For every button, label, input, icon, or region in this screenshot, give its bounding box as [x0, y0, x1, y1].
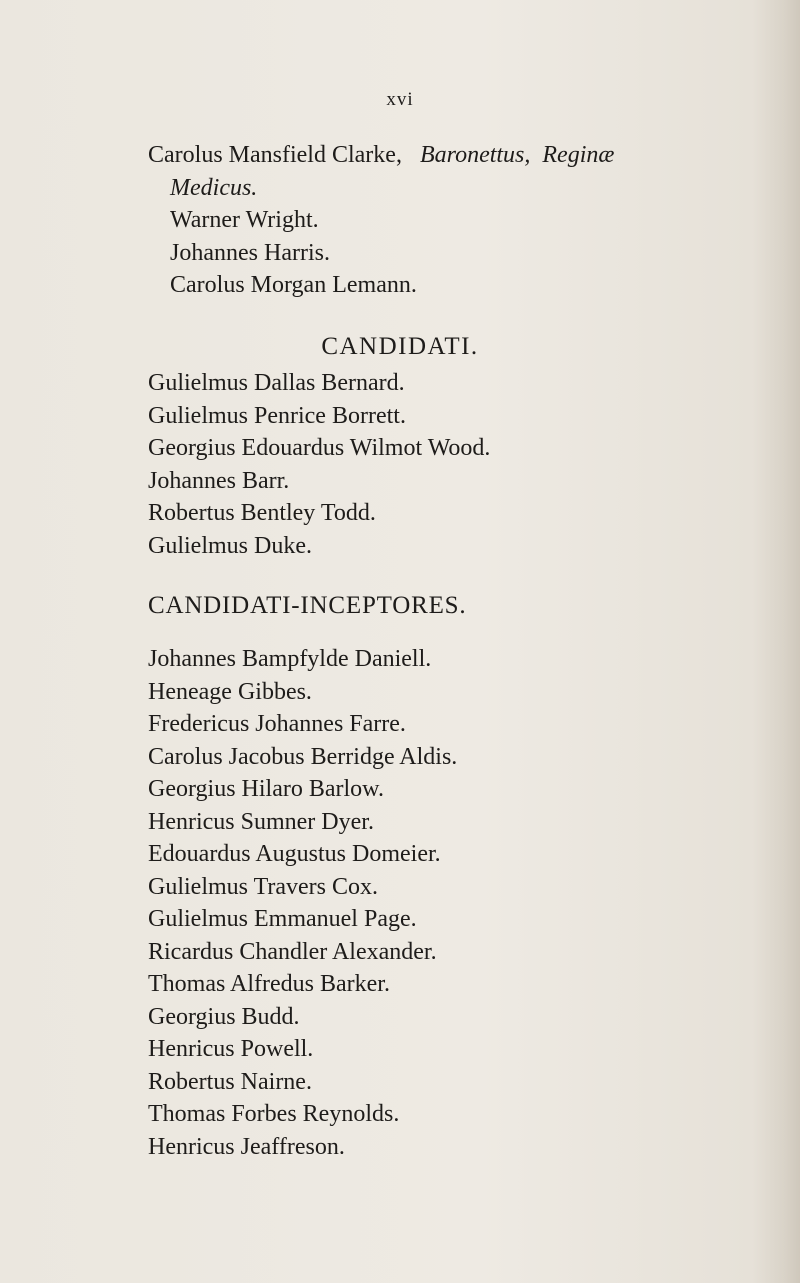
list-item: Carolus Morgan Lemann. [170, 272, 417, 298]
list-item: Georgius Edouardus Wilmot Wood. [148, 435, 491, 461]
list-item: Fredericus Johannes Farre. [148, 711, 406, 737]
title-baronettus: Baronettus, [419, 142, 531, 168]
page-number: xvi [386, 89, 414, 110]
list-item: Medicus. [170, 174, 258, 201]
list-item: Johannes Barr. [148, 467, 290, 494]
list-item: Georgius Budd. [148, 1003, 300, 1030]
list-item: Thomas Alfredus Barker. [148, 971, 390, 997]
fellows-list [148, 139, 793, 302]
section-heading-candidati: CANDIDATI. [321, 333, 479, 360]
list-item: Ricardus Chandler Alexander. [148, 938, 437, 965]
list-item: Gulielmus Emmanuel Page. [148, 906, 417, 932]
list-item: Robertus Bentley Todd. [148, 500, 376, 526]
candidati-inceptores-list [148, 643, 793, 1163]
list-item: Carolus Jacobus Berridge Aldis. [148, 743, 458, 770]
list-item: Johannes Bampfylde Daniell. [148, 646, 432, 672]
list-item: Gulielmus Duke. [148, 532, 312, 559]
list-item: Thomas Forbes Reynolds. [148, 1101, 400, 1127]
list-item: Warner Wright. [170, 207, 319, 233]
list-item: Edouardus Augustus Domeier. [148, 841, 441, 867]
list-item: Heneage Gibbes. [148, 678, 312, 705]
list-item: Henricus Powell. [148, 1036, 314, 1062]
list-item [148, 139, 793, 172]
name-text: Carolus Mansfield Clarke, [148, 142, 402, 168]
list-item: Gulielmus Travers Cox. [148, 873, 379, 900]
candidati-list [148, 367, 793, 562]
list-item: Gulielmus Dallas Bernard. [148, 370, 405, 396]
title-reginae: Reginæ [542, 142, 615, 168]
list-item: Robertus Nairne. [148, 1068, 312, 1095]
list-item: Henricus Sumner Dyer. [148, 808, 374, 835]
list-item: Henricus Jeaffreson. [148, 1133, 345, 1160]
list-item: Georgius Hilaro Barlow. [148, 776, 384, 802]
section-heading-candidati-inceptores: CANDIDATI-INCEPTORES. [148, 592, 467, 619]
list-item: Gulielmus Penrice Borrett. [148, 402, 406, 429]
list-item: Johannes Harris. [170, 239, 330, 266]
